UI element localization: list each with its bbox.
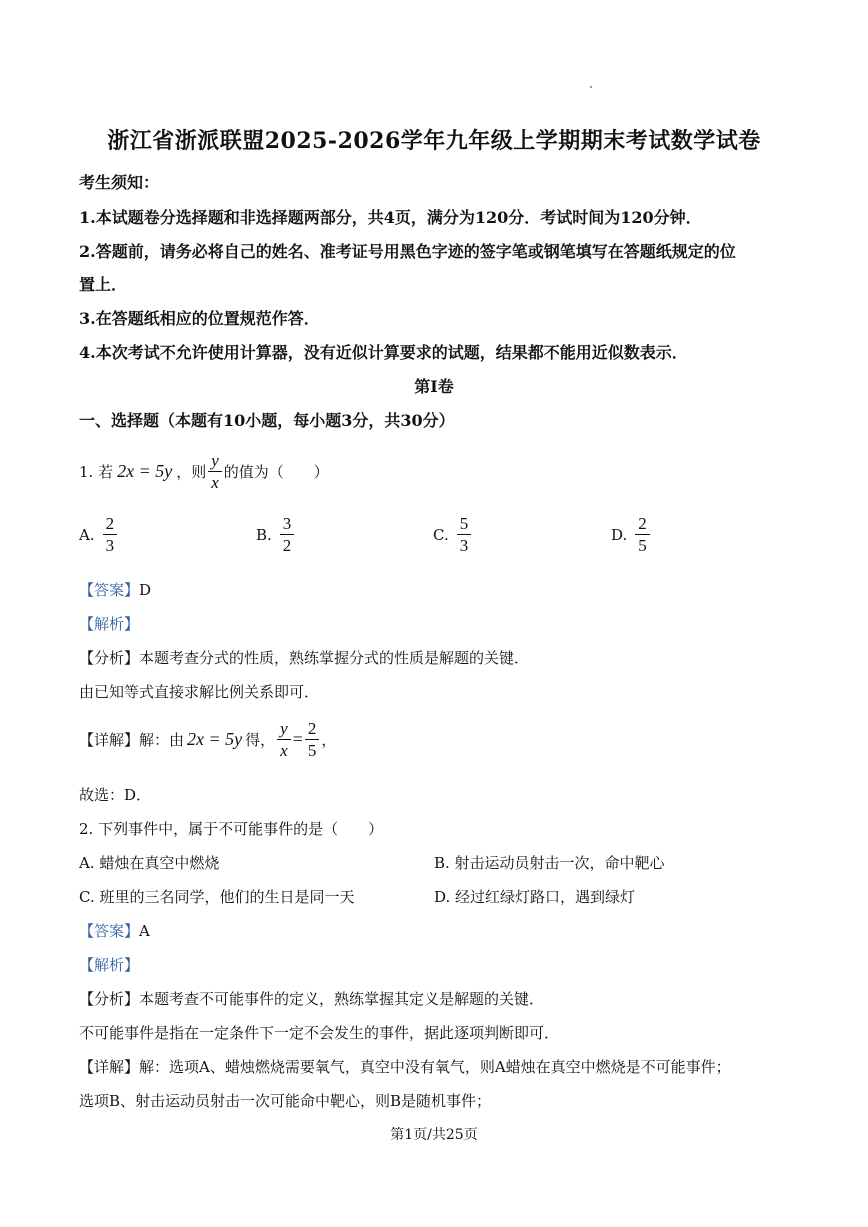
q1-answer bbox=[79, 579, 151, 600]
option-den: 2 bbox=[282, 536, 292, 555]
question-2-stem: 2. 下列事件中，属于不可能事件的是（ ） bbox=[79, 820, 384, 838]
q2-analysis-tag: 【解析】 bbox=[79, 956, 140, 974]
q1-fenxi-2: 由已知等式直接求解比例关系即可． bbox=[79, 683, 320, 701]
question-1-stem bbox=[79, 452, 329, 491]
option-den: 3 bbox=[459, 536, 469, 555]
notice-item-3: 3.在答题纸相应的位置规范作答． bbox=[79, 309, 320, 328]
q1-detail-fraction-1 bbox=[277, 720, 291, 759]
answer-value: D bbox=[139, 581, 152, 599]
notice-item-2-cont: 置上． bbox=[79, 275, 128, 294]
q1-equation: 2x = 5y bbox=[117, 461, 173, 481]
fraction-den: 5 bbox=[307, 741, 317, 760]
q1-option-a bbox=[79, 515, 119, 554]
notice-item-1: 1.本试题卷分选择题和非选择题两部分，共4页，满分为120分．考试时间为120分钟． bbox=[79, 208, 702, 227]
fraction-num: y bbox=[277, 720, 291, 740]
q1-analysis-tag: 【解析】 bbox=[79, 615, 140, 633]
q1-mid: ，则 bbox=[176, 463, 207, 481]
notice-item-4: 4.本次考试不允许使用计算器，没有近似计算要求的试题，结果都不能用近似数表示． bbox=[79, 343, 688, 362]
q1-option-d bbox=[611, 515, 652, 554]
answer-tag: 【答案】 bbox=[79, 922, 140, 940]
notice-heading: 考生须知： bbox=[79, 173, 160, 192]
answer-tag: 【答案】 bbox=[79, 581, 140, 599]
q1-detail-end: ， bbox=[321, 731, 337, 749]
q2-option-c: C. 班里的三名同学，他们的生日是同一天 bbox=[79, 888, 355, 906]
option-den: 3 bbox=[105, 536, 115, 555]
answer-value: A bbox=[139, 922, 150, 940]
page-footer: 第1页/共25页 bbox=[390, 1127, 478, 1143]
q1-prefix: 1. 若 bbox=[79, 463, 114, 481]
exam-title: 浙江省浙派联盟2025-2026学年九年级上学期期末考试数学试卷 bbox=[107, 128, 761, 154]
q1-choose: 故选：D． bbox=[79, 786, 152, 804]
q1-fraction-num: y bbox=[208, 452, 222, 472]
option-label: A. bbox=[79, 525, 95, 544]
q1-fraction bbox=[208, 452, 222, 491]
q1-detail bbox=[79, 720, 336, 759]
q2-answer bbox=[79, 920, 150, 941]
q1-detail-equation: 2x = 5y bbox=[187, 729, 243, 749]
option-label: C. bbox=[433, 525, 449, 544]
option-fraction bbox=[635, 515, 650, 554]
q2-option-b: B. 射击运动员射击一次，命中靶心 bbox=[434, 854, 665, 872]
q2-option-d: D. 经过红绿灯路口，遇到绿灯 bbox=[434, 888, 636, 906]
fraction-den: x bbox=[280, 741, 288, 760]
option-den: 5 bbox=[638, 536, 647, 555]
q1-detail-prefix: 【详解】解：由 bbox=[79, 731, 185, 749]
q1-fraction-den: x bbox=[211, 473, 219, 492]
scan-dot bbox=[590, 86, 592, 88]
q1-fenxi: 【分析】本题考查分式的性质，熟练掌握分式的性质是解题的关键． bbox=[79, 649, 530, 667]
q1-option-c bbox=[433, 515, 473, 554]
option-fraction bbox=[103, 515, 118, 554]
q1-detail-mid: 得， bbox=[245, 731, 276, 749]
q2-detail-1: 【详解】解：选项A、蜡烛燃烧需要氧气，真空中没有氧气，则A蜡烛在真空中燃烧是不可能事件； bbox=[79, 1058, 731, 1076]
q1-option-b bbox=[256, 515, 296, 554]
q2-fenxi: 【分析】本题考查不可能事件的定义，熟练掌握其定义是解题的关键． bbox=[79, 990, 545, 1008]
q2-detail-2: 选项B、射击运动员射击一次可能命中靶心，则B是随机事件； bbox=[79, 1092, 492, 1110]
option-num: 2 bbox=[635, 515, 650, 535]
option-num: 5 bbox=[457, 515, 472, 535]
q1-suffix: 的值为（ ） bbox=[223, 463, 329, 481]
q1-detail-fraction-2 bbox=[305, 720, 320, 759]
q2-fenxi-2: 不可能事件是指在一定条件下一定不会发生的事件，据此逐项判断即可． bbox=[79, 1024, 560, 1042]
notice-item-2: 2.答题前，请务必将自己的姓名、准考证号用黑色字迹的签字笔或钢笔填写在答题纸规定的位 bbox=[79, 242, 736, 261]
fraction-num: 2 bbox=[305, 720, 320, 740]
option-label: D. bbox=[611, 525, 628, 544]
section-heading: 一、选择题（本题有10小题，每小题3分，共30分） bbox=[79, 411, 455, 430]
option-num: 2 bbox=[103, 515, 118, 535]
option-num: 3 bbox=[280, 515, 295, 535]
q2-option-a: A. 蜡烛在真空中燃烧 bbox=[79, 854, 220, 872]
option-fraction bbox=[457, 515, 472, 554]
option-fraction bbox=[280, 515, 295, 554]
q1-detail-equals: = bbox=[292, 729, 303, 749]
volume-heading: 第I卷 bbox=[414, 377, 454, 396]
option-label: B. bbox=[256, 525, 272, 544]
